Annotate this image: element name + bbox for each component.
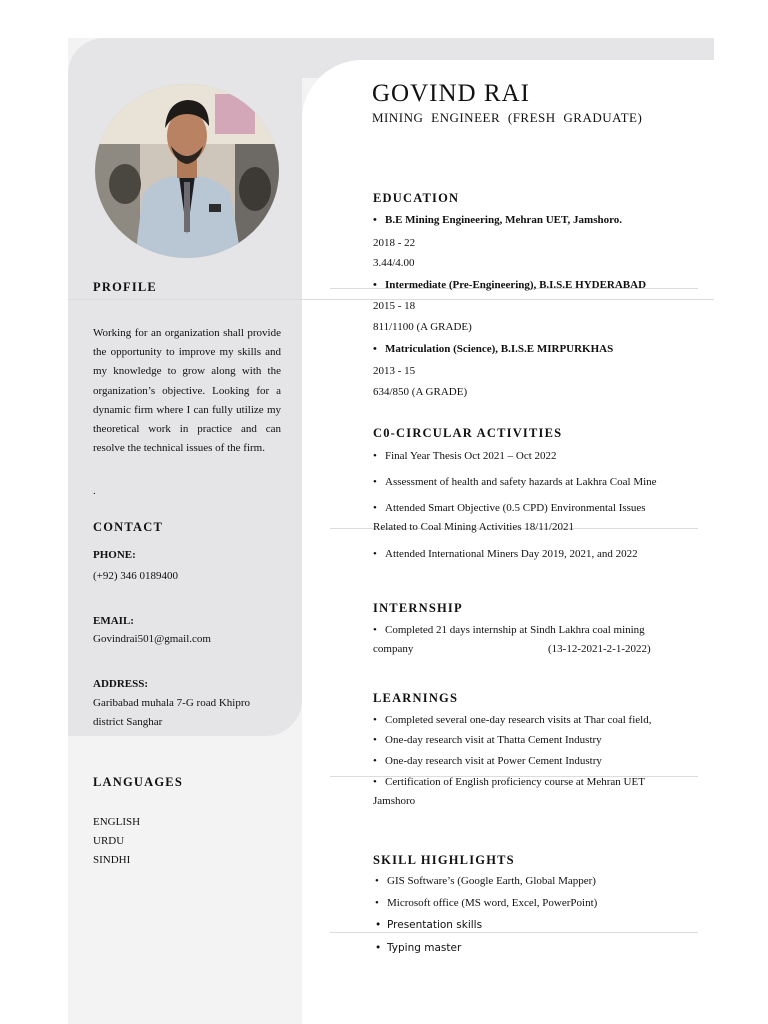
cocurricular-heading: C0-CIRCULAR ACTIVITIES — [373, 426, 563, 440]
languages-heading: LANGUAGES — [93, 775, 183, 789]
internship-item: • Completed 21 days internship at Sindh Lakhra coal mining — [373, 621, 645, 640]
skill-item: • Typing master — [375, 939, 461, 958]
internship-heading: INTERNSHIP — [373, 601, 463, 615]
cocurricular-item: • Assessment of health and safety hazards at Lakhra Coal Mine — [373, 473, 657, 492]
language-item: SINDHI — [93, 854, 131, 866]
education-years: 2018 - 22 — [373, 237, 416, 249]
education-result: 3.44/4.00 — [373, 257, 415, 269]
language-item: ENGLISH — [93, 816, 141, 828]
education-years: 2015 - 18 — [373, 300, 416, 312]
education-heading: EDUCATION — [373, 191, 460, 205]
education-years: 2013 - 15 — [373, 365, 416, 377]
education-degree: • Intermediate (Pre-Engineering), B.I.S.E HYDERABAD — [373, 276, 646, 295]
internship-company: company — [373, 643, 414, 655]
learning-item-continued: Jamshoro — [373, 795, 416, 807]
cocurricular-item: • Attended Smart Objective (0.5 CPD) Environmental Issues — [373, 499, 646, 518]
internship-dates: (13-12-2021-2-1-2022) — [548, 643, 651, 655]
education-result: 634/850 (A GRADE) — [373, 386, 468, 398]
email-label: EMAIL: — [93, 615, 134, 627]
education-degree: • Matriculation (Science), B.I.S.E MIRPURKHAS — [373, 340, 613, 359]
profile-dot: . — [93, 485, 96, 497]
candidate-title: MINING ENGINEER (FRESH GRADUATE) — [372, 110, 643, 125]
language-item: URDU — [93, 835, 125, 847]
candidate-name: GOVIND RAI — [372, 80, 530, 107]
skills-heading: SKILL HIGHLIGHTS — [373, 853, 515, 867]
address-line: Garibabad muhala 7-G road Khipro — [93, 697, 251, 709]
education-result: 811/1100 (A GRADE) — [373, 321, 472, 333]
profile-text: Working for an organization shall provide the opportunity to improve my skills and my knowledge to grow along with the organization’s objective. Looking for a dynamic firm where I can fully utilize my theoretical work in practice and can resolve the technical issues of the firm. — [93, 327, 281, 455]
contact-heading: CONTACT — [93, 520, 163, 534]
learning-item: • Completed several one-day research visits at Thar coal field, — [373, 711, 651, 730]
learning-item: • One-day research visit at Power Cement Industry — [373, 752, 602, 771]
learnings-heading: LEARNINGS — [373, 691, 459, 705]
learning-item: • Certification of English proficiency course at Mehran UET — [373, 773, 645, 792]
learning-item: • One-day research visit at Thatta Cement Industry — [373, 731, 602, 750]
address-label: ADDRESS: — [93, 678, 149, 690]
cocurricular-item-continued: Related to Coal Mining Activities 18/11/2021 — [373, 521, 574, 533]
phone-value: (+92) 346 0189400 — [93, 570, 179, 582]
education-degree: • B.E Mining Engineering, Mehran UET, Jamshoro. — [373, 211, 622, 230]
email-value[interactable]: Govindrai501@gmail.com — [93, 633, 211, 645]
skill-item: • GIS Software’s (Google Earth, Global Mapper) — [375, 872, 596, 891]
cocurricular-item: • Final Year Thesis Oct 2021 – Oct 2022 — [373, 447, 557, 466]
cocurricular-item: • Attended International Miners Day 2019, 2021, and 2022 — [373, 545, 638, 564]
profile-photo — [95, 84, 279, 258]
address-line: district Sanghar — [93, 716, 163, 728]
skill-item: • Presentation skills — [375, 916, 482, 935]
profile-heading: PROFILE — [93, 280, 157, 294]
skill-item: • Microsoft office (MS word, Excel, PowerPoint) — [375, 894, 597, 913]
phone-label: PHONE: — [93, 549, 136, 561]
